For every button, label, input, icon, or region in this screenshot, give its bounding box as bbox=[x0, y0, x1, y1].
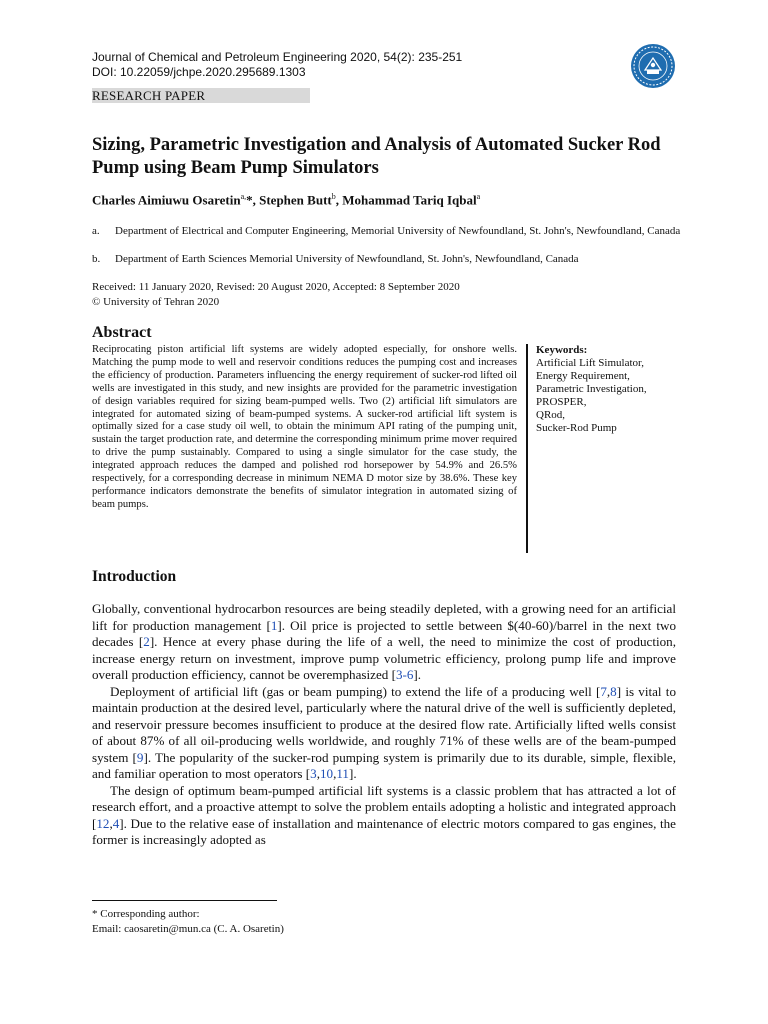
keyword: QRod, bbox=[536, 409, 566, 421]
paragraph-text: ]. Hence at every phase during the life of a well, the need to minimize the cost of production, increase energy return on investment, improve pump volumetric efficiency, prolong pump life and improve overall production efficiency, cannot be overemphasized [ bbox=[92, 634, 676, 682]
citation-link[interactable]: 11 bbox=[336, 766, 349, 781]
citation-link[interactable]: 10 bbox=[320, 766, 334, 781]
paragraph-text: ]. bbox=[413, 667, 422, 682]
author-separator: , bbox=[335, 192, 343, 208]
journal-header bbox=[92, 50, 462, 80]
keyword: Parametric Investigation, bbox=[536, 383, 647, 395]
paragraph-text: ]. Oil price is projected to settle between $(40-60)/barrel in the next two decades [ bbox=[92, 617, 677, 649]
citation-link[interactable]: 1 bbox=[270, 617, 278, 633]
author-list bbox=[92, 192, 682, 208]
paragraph-text: ]. bbox=[348, 766, 357, 781]
affiliation-marker: a. bbox=[92, 225, 100, 237]
introduction-body bbox=[92, 601, 676, 849]
abstract-divider bbox=[526, 344, 528, 553]
author-name: Stephen Butt bbox=[259, 192, 332, 208]
keyword: Energy Requirement, bbox=[536, 370, 630, 382]
paragraph-text: The design of optimum beam-pumped artificial lift systems is a classic problem that has attracted a lot of research effort, and a proactive attempt to solve the problem entails adopting a holistic and integrated approach [ bbox=[92, 782, 676, 831]
keyword: PROSPER, bbox=[536, 396, 587, 408]
abstract-heading: Abstract bbox=[92, 324, 152, 341]
paragraph-text: Globally, conventional hydrocarbon resources are being steadily depleted, with a growing need for an artificial lift for production management [ bbox=[92, 601, 676, 633]
citation-link[interactable]: 12 bbox=[96, 815, 110, 831]
affiliation-text: Department of Electrical and Computer Engineering, Memorial University of Newfoundland, St. John's, Newfoundland, Canada bbox=[115, 225, 681, 237]
citation-link[interactable]: 7 bbox=[600, 683, 607, 699]
paper-title: Sizing, Parametric Investigation and Analysis of Automated Sucker Rod Pump using Beam Pump Simulators bbox=[92, 135, 661, 178]
paragraph-text: , bbox=[333, 766, 337, 781]
corresponding-star: * bbox=[246, 192, 253, 208]
introduction-paragraph bbox=[92, 684, 676, 783]
corresponding-email[interactable]: Email: caosaretin@mun.ca (C. A. Osaretin) bbox=[92, 923, 284, 935]
paragraph-text: , bbox=[606, 683, 611, 699]
introduction-paragraph bbox=[92, 601, 676, 684]
introduction-heading: Introduction bbox=[92, 568, 177, 585]
author-affiliation-marker: b bbox=[331, 192, 336, 201]
footnote-divider bbox=[92, 900, 277, 901]
author-separator: , bbox=[252, 192, 260, 208]
citation-link[interactable]: 3 bbox=[310, 766, 317, 781]
citation-link[interactable]: 8 bbox=[610, 683, 617, 699]
affiliation-marker: b. bbox=[92, 253, 101, 265]
keywords-heading: Keywords: bbox=[536, 344, 588, 356]
copyright: © University of Tehran 2020 bbox=[92, 296, 220, 308]
citation-link[interactable]: 9 bbox=[136, 749, 144, 765]
paragraph-text: , bbox=[109, 815, 113, 831]
author-affiliation-marker: a, bbox=[240, 192, 247, 201]
paragraph-text: , bbox=[316, 766, 320, 781]
keyword: Artificial Lift Simulator, bbox=[536, 357, 645, 369]
paragraph-text: Deployment of artificial lift (gas or beam pumping) to extend the life of a producing well [ bbox=[110, 683, 601, 699]
section-label: RESEARCH PAPER bbox=[92, 88, 310, 103]
affiliation-a bbox=[92, 224, 682, 238]
journal-doi[interactable]: DOI: 10.22059/jchpe.2020.295689.1303 bbox=[92, 65, 306, 79]
keywords-box bbox=[536, 344, 686, 435]
paragraph-text: ]. Due to the relative ease of installation and maintenance of electric motors compared to gas engines, the former is increasingly adopted as bbox=[92, 815, 676, 847]
abstract-text: Reciprocating piston artificial lift systems are widely adopted especially, for onshore wells. Matching the pump mode to well and reservoir conditions reduces the pumping cost and increases the efficiency of production. Parameters influencing the energy requirement of sucker-rod lifted oil wells are investigated in this study, and new insights are provided for the parametric investigation of design variables required for sizing beam-pumped wells. Two (2) artificial lift simulators are integrated for automated sizing of beam-pumped systems. A sucker-rod artificial lift system is optimally sized for a case study oil well, to obtain the minimum API rating of the pumping unit, sustain the target production rate, and determine the corresponding minimum prime mover required to drive the pump sustainably. Compared to using a single simulator for the case study, the integrated approach reduces the damped and polished rod horsepower by 54.9% and 26.5% respectively, for a corresponding decrease in minimum NEMA D motor size by 38.6%. These key performance indicators demonstrate the benefits of simulator integration in automated sizing of beam pumps. bbox=[92, 344, 517, 510]
author-affiliation-marker: a bbox=[476, 192, 481, 201]
keyword: Sucker-Rod Pump bbox=[536, 422, 617, 434]
citation-link[interactable]: 4 bbox=[112, 815, 120, 831]
paragraph-text: ]. The popularity of the sucker-rod pumping system is primarily due to its durable, simple, flexible, and familiar operation to most operators [ bbox=[92, 749, 676, 781]
author-name: Charles Aimiuwu Osaretin bbox=[92, 192, 241, 208]
citation-link[interactable]: 3-6 bbox=[395, 667, 414, 682]
citation-link[interactable]: 2 bbox=[143, 634, 150, 649]
received-dates: Received: 11 January 2020, Revised: 20 August 2020, Accepted: 8 September 2020 bbox=[92, 281, 460, 293]
affiliation-text: Department of Earth Sciences Memorial University of Newfoundland, St. John's, Newfoundland, Canada bbox=[115, 253, 579, 265]
corresponding-author-label: * Corresponding author: bbox=[92, 908, 200, 920]
journal-citation: Journal of Chemical and Petroleum Engineering 2020, 54(2): 235-251 bbox=[92, 50, 463, 64]
university-seal-icon bbox=[630, 43, 676, 89]
publication-dates bbox=[92, 280, 460, 310]
affiliation-b bbox=[92, 252, 682, 266]
paragraph-text: ] is vital to maintain production at the desired level, particularly where the natural drive of the well is sufficiently depleted, and reservoir pressure becomes insufficient to produce at the desired flow rate. Artificially lifted wells consist of about 87% of all oil-producing wells worldwide, and roughly 71% of these wells are of the beam-pumped system [ bbox=[92, 683, 676, 765]
author-name: Mohammad Tariq Iqbal bbox=[342, 192, 477, 208]
introduction-paragraph bbox=[92, 783, 676, 849]
footnote bbox=[92, 907, 284, 937]
